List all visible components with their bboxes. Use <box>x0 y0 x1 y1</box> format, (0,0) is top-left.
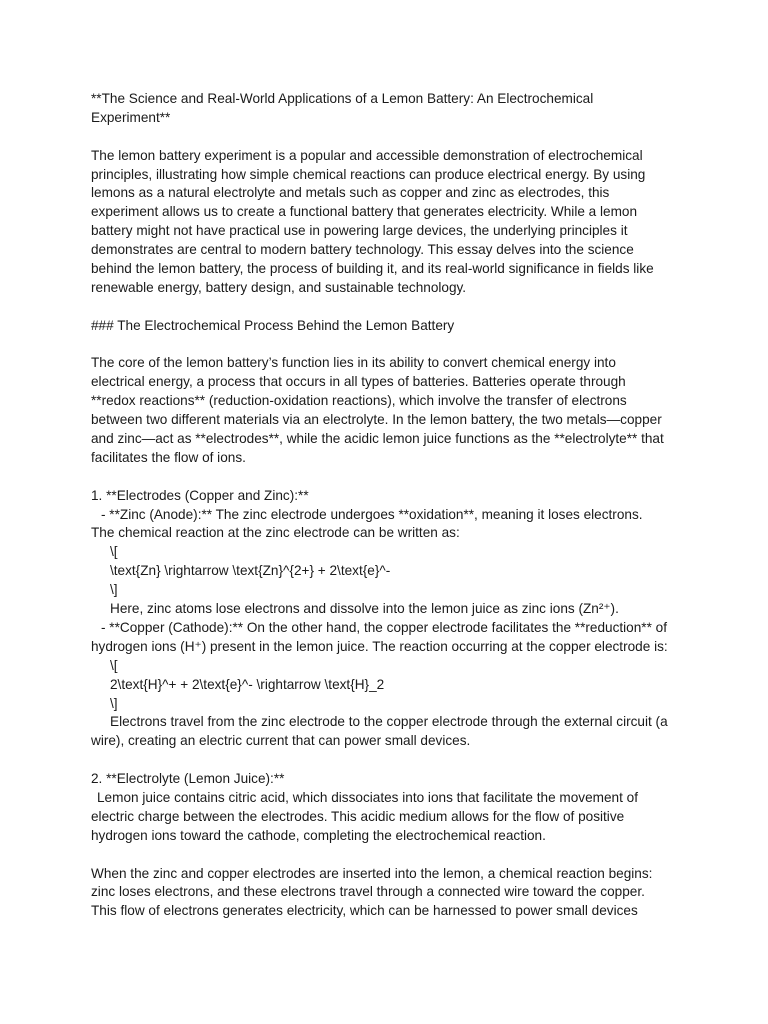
closing-paragraph <box>91 865 691 922</box>
paragraph-line: between two different materials via an electrolyte. In the lemon battery, the two metals—copper <box>91 412 662 428</box>
paragraph-line: electric charge between the electrodes. This acidic medium allows for the flow of positive <box>91 808 625 824</box>
paragraph-line: The core of the lemon battery’s function lies in its ability to convert chemical energy into <box>91 355 616 371</box>
zinc-equation: \text{Zn} \rightarrow \text{Zn}^{2+} + 2\text{e}^- <box>110 563 391 579</box>
paragraph-line: The lemon battery experiment is a popular and accessible demonstration of electrochemical <box>91 147 643 163</box>
copper-bullet: - **Copper (Cathode):** On the other hand, the copper electrode facilitates the **reduction** of <box>101 619 667 635</box>
paragraph-line: facilitates the flow of ions. <box>91 449 246 465</box>
section-heading: ### The Electrochemical Process Behind the Lemon Battery <box>91 317 455 333</box>
paragraph-line: zinc loses electrons, and these electrons travel through a connected wire toward the copper. <box>91 884 645 900</box>
electrodes-section <box>91 487 691 751</box>
core-paragraph <box>91 354 691 467</box>
document-page <box>91 90 691 921</box>
list-heading: 1. **Electrodes (Copper and Zinc):** <box>91 487 309 503</box>
copper-equation: 2\text{H}^+ + 2\text{e}^- \rightarrow \text{H}_2 <box>110 676 385 692</box>
zinc-note: Here, zinc atoms lose electrons and dissolve into the lemon juice as zinc ions (Zn²⁺). <box>110 601 619 617</box>
paragraph-line: renewable energy, battery design, and sustainable technology. <box>91 279 467 295</box>
paragraph-line: wire), creating an electric current that can power small devices. <box>91 733 471 749</box>
paragraph-line: hydrogen ions toward the cathode, completing the electrochemical reaction. <box>91 827 546 843</box>
intro-paragraph <box>91 147 691 298</box>
zinc-bullet: - **Zinc (Anode):** The zinc electrode undergoes **oxidation**, meaning it loses electrons. <box>101 506 643 522</box>
equation-close: \] <box>110 582 118 598</box>
paragraph-line: **redox reactions** (reduction-oxidation reactions), which involve the transfer of electrons <box>91 393 627 409</box>
paragraph-line: demonstrates are central to modern battery technology. This essay delves into the science <box>91 242 634 258</box>
paragraph-line: Lemon juice contains citric acid, which dissociates into ions that facilitate the movement of <box>97 789 638 805</box>
paragraph-line: experiment allows us to create a functional battery that generates electricity. While a lemon <box>91 204 638 220</box>
paragraph-line: electrical energy, a process that occurs in all types of batteries. Batteries operate through <box>91 374 626 390</box>
equation-open: \[ <box>110 657 118 673</box>
paragraph-line: When the zinc and copper electrodes are inserted into the lemon, a chemical reaction begins: <box>91 865 653 881</box>
document-title <box>91 90 691 128</box>
equation-close: \] <box>110 695 118 711</box>
paragraph-line: This flow of electrons generates electricity, which can be harnessed to power small devices <box>91 903 638 919</box>
paragraph-line: principles, illustrating how simple chemical reactions can produce electrical energy. By using <box>91 166 646 182</box>
paragraph-line: and zinc—act as **electrodes**, while the acidic lemon juice functions as the **electrolyte** that <box>91 431 664 447</box>
paragraph-line: behind the lemon battery, the process of building it, and its real-world significance in fields like <box>91 261 654 277</box>
paragraph-line: battery might not have practical use in powering large devices, the underlying principles it <box>91 223 628 239</box>
title-line: Experiment** <box>91 109 171 125</box>
paragraph-line: The chemical reaction at the zinc electrode can be written as: <box>91 525 460 541</box>
title-line: **The Science and Real-World Applications of a Lemon Battery: An Electrochemical <box>91 91 594 106</box>
paragraph-line: hydrogen ions (H⁺) present in the lemon juice. The reaction occurring at the copper electrode is: <box>91 638 668 654</box>
paragraph-line: lemons as a natural electrolyte and metals such as copper and zinc as electrodes, this <box>91 185 610 201</box>
electrolyte-section <box>91 770 691 846</box>
copper-note: Electrons travel from the zinc electrode to the copper electrode through the external circuit (a <box>110 714 668 730</box>
list-heading: 2. **Electrolyte (Lemon Juice):** <box>91 771 285 787</box>
equation-open: \[ <box>110 544 118 560</box>
